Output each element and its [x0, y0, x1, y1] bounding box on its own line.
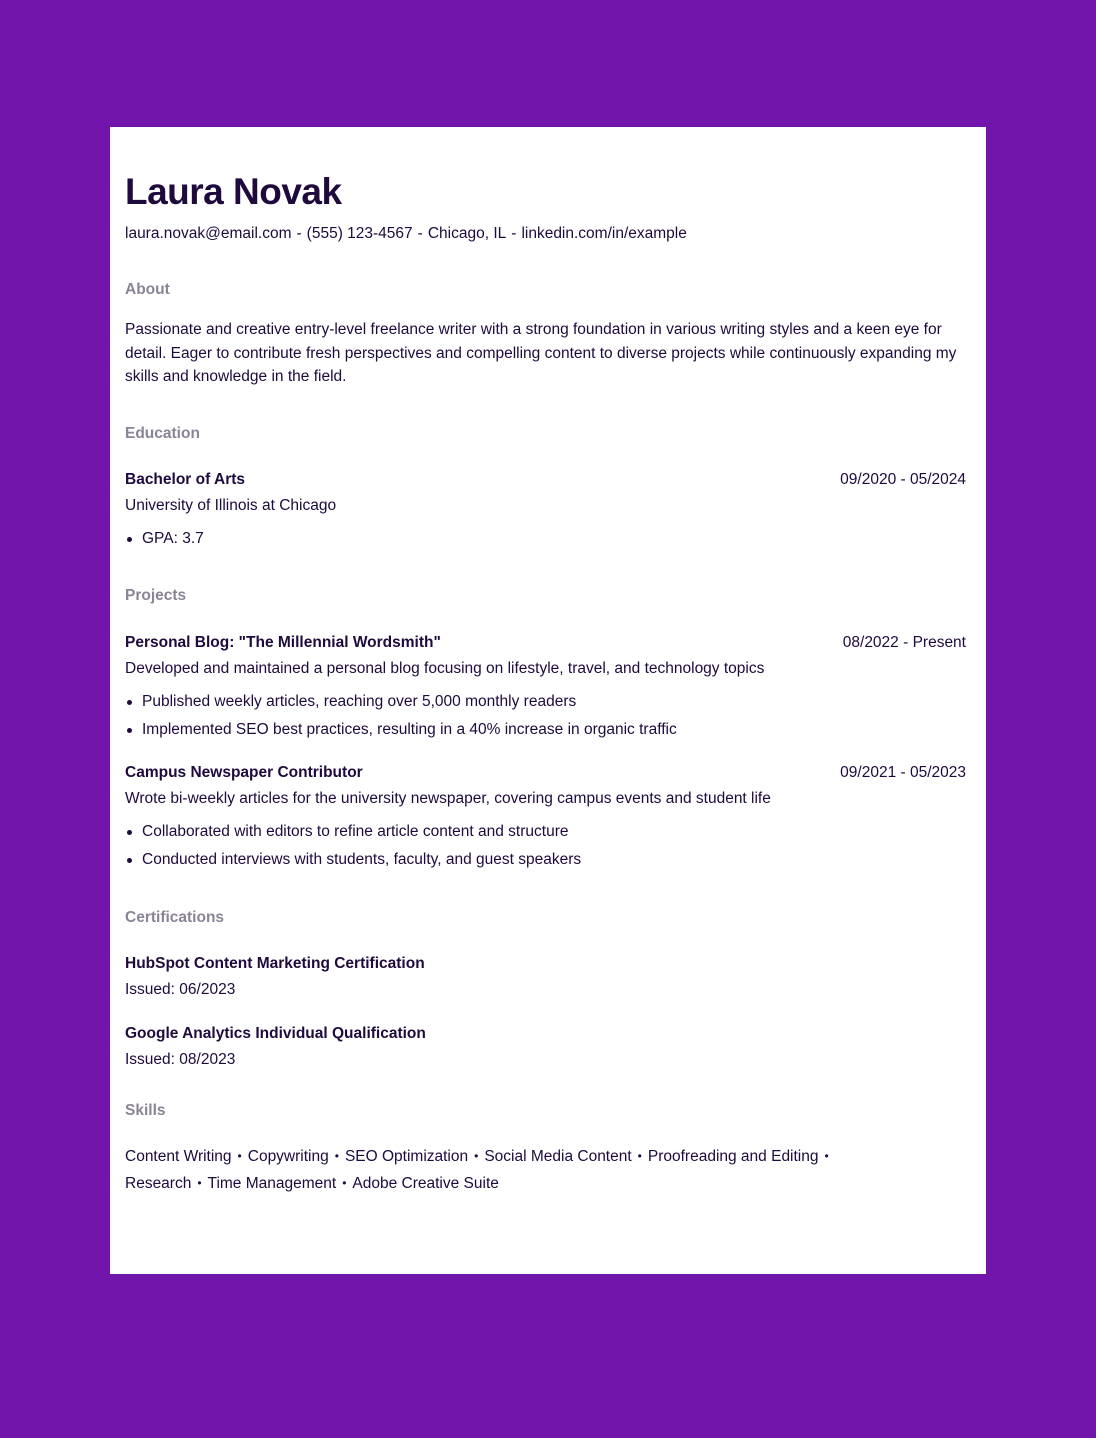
education-school: University of Illinois at Chicago	[125, 496, 337, 514]
certification-name: HubSpot Content Marketing Certification	[125, 955, 425, 972]
skill-item: Time Management	[207, 1175, 337, 1192]
skill-item: Proofreading and Editing	[647, 1148, 819, 1165]
contact-email: laura.novak@email.com	[125, 225, 292, 242]
contact-phone: (555) 123-4567	[306, 225, 413, 242]
skill-item: Content Writing	[125, 1148, 232, 1165]
resume-page	[110, 127, 986, 1274]
project-dates: 08/2022 - Present	[842, 634, 966, 651]
list-item: Published weekly articles, reaching over 5,000 monthly readers	[125, 688, 966, 716]
contact-linkedin: linkedin.com/in/example	[521, 225, 687, 242]
list-item: Conducted interviews with students, faculty, and guest speakers	[125, 846, 966, 874]
contact-separator: -	[417, 225, 423, 242]
project-entry-header	[125, 633, 966, 653]
contact-separator: -	[296, 225, 302, 242]
certification-issued: Issued: 06/2023	[125, 981, 236, 998]
project-name: Campus Newspaper Contributor	[125, 764, 363, 781]
project-description: Developed and maintained a personal blog focusing on lifestyle, travel, and technology topics	[125, 660, 765, 677]
project-entry	[125, 633, 966, 743]
certification-entry	[125, 1024, 966, 1070]
about-section-title: About	[125, 281, 170, 298]
list-item: Implemented SEO best practices, resulting in a 40% increase in organic traffic	[125, 716, 966, 744]
list-item: Collaborated with editors to refine article content and structure	[125, 818, 966, 846]
education-degree: Bachelor of Arts	[125, 470, 246, 488]
certification-name: Google Analytics Individual Qualification	[125, 1025, 426, 1042]
skill-separator: •	[824, 1149, 829, 1163]
project-bullets	[125, 818, 966, 873]
skill-item: Copywriting	[247, 1148, 329, 1165]
certifications-section-title: Certifications	[125, 909, 225, 926]
skills-section-title: Skills	[125, 1102, 166, 1119]
skill-separator: •	[197, 1176, 202, 1190]
education-entry-header	[125, 470, 966, 490]
skills-list	[125, 1143, 925, 1197]
project-entry	[125, 763, 966, 873]
about-text: Passionate and creative entry-level freelance writer with a strong foundation in various writing styles and a keen eye for detail. Eager to contribute fresh perspectives and compelling content to diverse projects while continuously expanding my skills and knowledge in the field.	[125, 321, 957, 385]
skill-separator: •	[237, 1149, 242, 1163]
education-section-title: Education	[125, 424, 200, 442]
skill-separator: •	[342, 1176, 347, 1190]
project-entry-header	[125, 763, 966, 783]
certification-issued: Issued: 08/2023	[125, 1051, 236, 1068]
skill-separator: •	[334, 1149, 339, 1163]
education-entry	[125, 470, 966, 553]
skill-item: Research	[125, 1175, 192, 1192]
skill-item: Adobe Creative Suite	[352, 1175, 499, 1192]
project-name: Personal Blog: "The Millennial Wordsmith"	[125, 634, 441, 651]
skill-item: Social Media Content	[484, 1148, 632, 1165]
list-item: GPA: 3.7	[125, 525, 966, 553]
contact-separator: -	[511, 225, 517, 242]
project-bullets	[125, 688, 966, 743]
contact-location: Chicago, IL	[427, 225, 507, 242]
skill-item: SEO Optimization	[344, 1148, 469, 1165]
education-bullets	[125, 525, 966, 553]
skill-separator: •	[637, 1149, 642, 1163]
projects-section-title: Projects	[125, 587, 187, 604]
certification-entry	[125, 954, 966, 1000]
skill-separator: •	[474, 1149, 479, 1163]
resume-name: Laura Novak	[125, 171, 342, 212]
project-dates: 09/2021 - 05/2023	[840, 764, 966, 781]
contact-line	[125, 224, 966, 244]
education-dates: 09/2020 - 05/2024	[840, 470, 966, 488]
project-description: Wrote bi-weekly articles for the university newspaper, covering campus events and student life	[125, 790, 771, 807]
